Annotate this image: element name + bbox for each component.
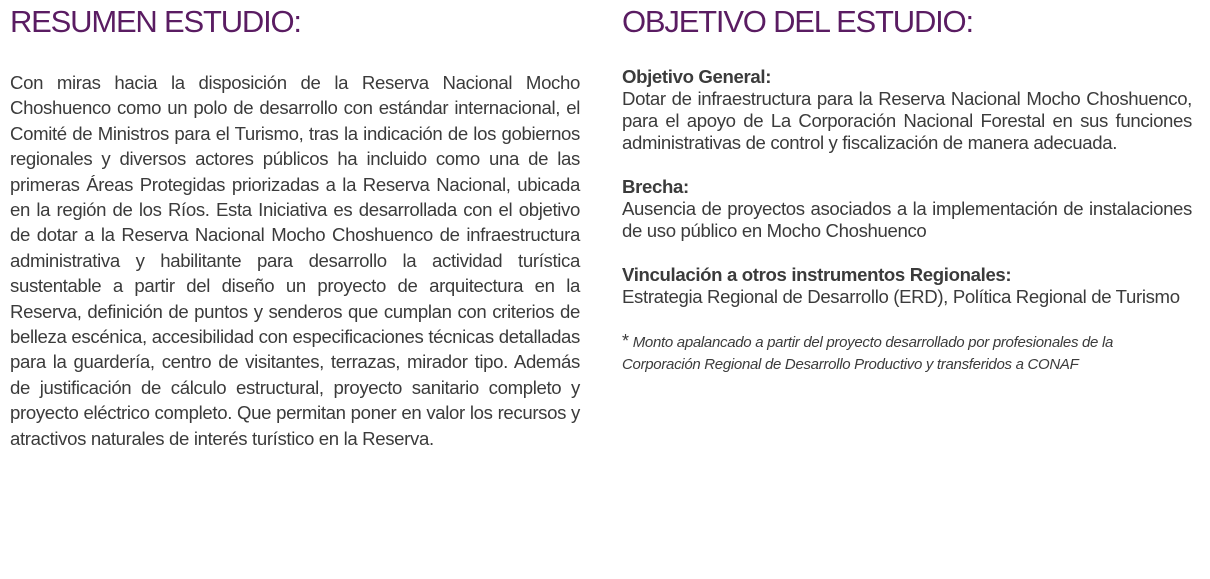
regional-link-text: Estrategia Regional de Desarrollo (ERD), Política Regional de Turismo [622,286,1180,307]
regional-link-block [622,264,1192,308]
gap-block [622,176,1192,242]
footnote-text: Monto apalancado a partir del proyecto desarrollado por profesionales de la Corporación Regional de Desarrollo Productivo y transferidos a CONAF [622,334,1114,373]
objective-column [622,0,1192,376]
gap-text: Ausencia de proyectos asociados a la implementación de instalaciones de uso público en Mocho Choshuenco [622,198,1192,241]
objective-heading: OBJETIVO DEL ESTUDIO: [622,4,973,39]
summary-column [10,0,580,451]
regional-link-label: Vinculación a otros instrumentos Regionales: [622,264,1012,285]
gap-label: Brecha: [622,176,689,197]
footnote-asterisk: * [622,331,629,351]
summary-heading: RESUMEN ESTUDIO: [10,4,301,39]
general-objective-block [622,66,1192,154]
general-objective-label: Objetivo General: [622,66,772,87]
general-objective-text: Dotar de infraestructura para la Reserva Nacional Mocho Choshuenco, para el apoyo de La Corporación Nacional Forestal en sus funciones administrativas de control y fiscalización de manera adecuada. [622,88,1192,153]
summary-paragraph: Con miras hacia la disposición de la Reserva Nacional Mocho Choshuenco como un polo de desarrollo con estándar internacional, el Comité de Ministros para el Turismo, tras la indicación de los gobiernos regionales y diversos actores públicos ha incluido como una de las primeras Áreas Protegidas priorizadas a la Reserva Nacional, ubicada en la región de los Ríos. Esta Iniciativa es desarrollada con el objetivo de dotar a la Reserva Nacional Mocho Choshuenco de infraestructura administrativa y habilitante para desarrollo la actividad turística sustentable a partir del diseño un proyecto de arquitectura en la Reserva, definición de puntos y senderos que cumplan con criterios de belleza escénica, accesibilidad con especificaciones técnicas detalladas para la guardería, centro de visitantes, terrazas, mirador tipo. Además de justificación de cálculo estructural, proyecto sanitario completo y proyecto eléctrico completo. Que permitan poner en valor los recursos y atractivos naturales de interés turístico en la Reserva. [10,72,580,449]
footnote [622,330,1192,376]
